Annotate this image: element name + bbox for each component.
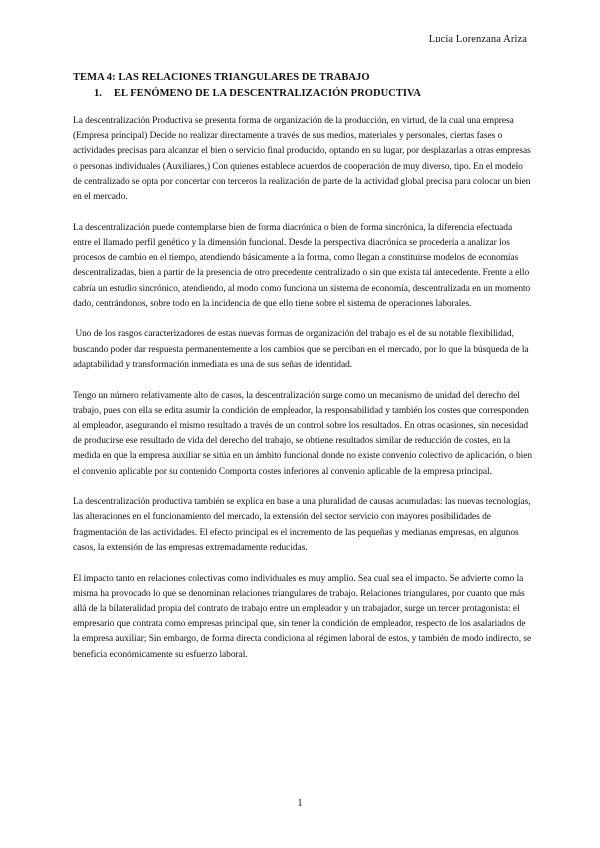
section-heading [73,86,533,102]
paragraph: La descentralización puede contemplarse bien de forma diacrónica o bien de forma sincrónica, la diferencia efectuada entre el llamado perfil genético y la dimensión funcional. Desde la perspectiva diacrónica se procedería a analizar los procesos de cambio en el tiempo, atendiendo básicamente a la forma, como llegan a constituirse modelos de economías descentralizadas, bien a partir de la presencia de otro precedente centralizado o sin que exista tal antecedente. Frente a ello cabría un estudio sincrónico, atendiendo, al modo como funciona un sistema de economía, descentralizada en un momento dado, centrándonos, sobre todo en la incidencia de que ello tiene sobre el sistema de operaciones laborales. [73,222,531,309]
section-title: EL FENÓMENO DE LA DESCENTRALIZACIÓN PRODUCTIVA [114,88,421,99]
body-text [73,114,533,678]
paragraph: La descentralización Productiva se presenta forma de organización de la producción, en virtud, de la cual una empresa (Empresa principal) Decide no realizar directamente a través de sus medios, materiales y personales, ciertas fases o actividades precisas para alcanzar el bien o servicio final producido, optando en su lugar, por desplazarlas a otras empresas o personas individuales (Auxiliares,) Con quienes establece acuerdos de cooperación de muy diverso, tipo. En el modelo de centralizado se opta por concertar con terceros la realización de parte de la actividad global precisa para colocar un bien en el mercado. [73,116,531,203]
header-author: Lucía Lorenzana Ariza [428,34,527,45]
page-number: 1 [297,798,303,809]
paragraph: Tengo un número relativamente alto de casos, la descentralización surge como un mecanismo de unidad del derecho del trabajo, pues con ella se edita asumir la condición de empleador, la responsabilidad y también los costes que corresponden al empleador, asegurando el mismo resultado a través de un control sobre los resultados. En otras ocasiones, sin necesidad de producirse ese resultado de vida del derecho del trabajo, se obtiene resultados similar de reducción de costes, en la medida en que la empresa auxiliar se sitúa en un ámbito funcional donde no existe convenio colectivo de aplicación, o bien el convenio aplicable por su contenido Comporta costes inferiores al convenio aplicable de la empresa principal. [73,390,533,477]
title-block [73,70,533,102]
paragraph: Uno de los rasgos caracterizadores de estas nuevas formas de organización del trabajo es el de su notable flexibilidad, buscando poder dar respuesta permanentemente a los cambios que se perciban en el mercado, por lo que la búsqueda de la adaptabilidad y transformación inmediata es una de sus señas de identidad. [73,329,531,370]
paragraph: La descentralización productiva también se explica en base a una pluralidad de causas acumuladas: las nuevas tecnologías, las alteraciones en el funcionamiento del mercado, la extensión del sector servicio con mayores posibilidades de fragmentación de las actividades. El efecto principal es el incremento de las pequeñas y medianas empresas, en algunos casos, la extensión de las empresas extremadamente reducidas. [73,497,531,553]
section-number: 1. [94,88,102,99]
document-title: TEMA 4: LAS RELACIONES TRIANGULARES DE TRABAJO [73,72,370,83]
paragraph: El impacto tanto en relaciones colectivas como individuales es muy amplio. Sea cual sea el impacto. Se advierte como la misma ha provocado lo que se denominan relaciones triangulares de trabajo. Relaciones triangulares, por cuanto que más allá de la bilateralidad propia del contrato de trabajo entre un empleador y un trabajador, surge un tercer protagonista: el empresario que contrata como empresas principal que, sin tener la condición de empleador, respecto de los asalariados de la empresa auxiliar; Sin embargo, de forma directa condiciona al régimen laboral de estos, y también de modo indirecto, se beneficia económicamente su esfuerzo laboral. [73,573,532,660]
